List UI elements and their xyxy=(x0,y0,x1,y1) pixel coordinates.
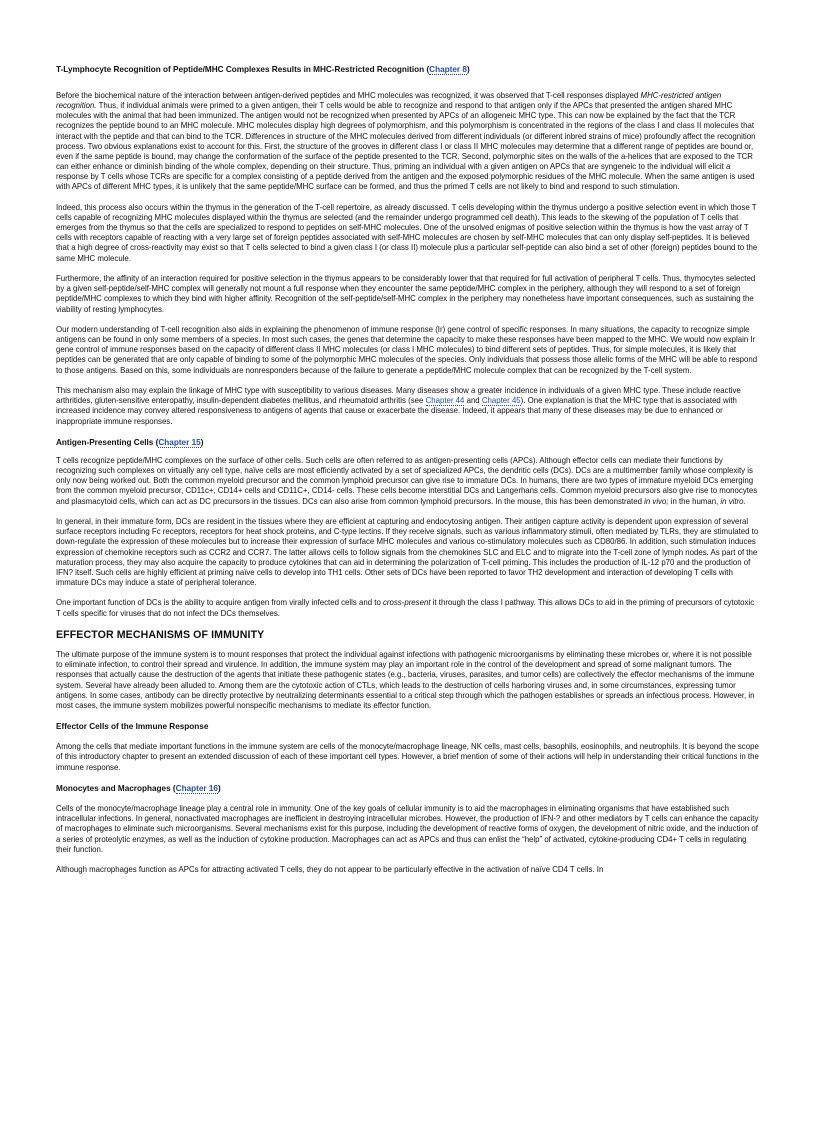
chapter-44-link[interactable]: Chapter 44 xyxy=(425,396,465,406)
paragraph: Indeed, this process also occurs within the thymus in the generation of the T-cell repertoire, as already discussed. T cells developing within the thymus undergo a positive selection event in which those T cells capable of recognizing MHC molecules displayed within the thymus are selected (and the remainder undergo programmed cell death). This leads to the skewing of the population of T cells that emerges from the thymus so that the cells are specialized to respond to peptides on self-MHC molecules. One of the unsolved enigmas of positive selection within the thymus is how the vast array of T cells with receptors capable of reacting with a very large set of foreign peptides associated with self-MHC molecules are chosen by self-MHC molecules that can only display self-peptides. It is believed that a high degree of cross-reactivity may exist so that T cells selected to bind a given class I (or class II) molecule plus a particular self-peptide can also bind a set of other (foreign) peptides bound to the same MHC molecule. xyxy=(56,202,758,263)
paragraph: This mechanism also may explain the linkage of MHC type with susceptibility to various diseases. Many diseases show a greater incidence in individuals of a given MHC type. These include reactive arthritides, gluten-sensitive enteropathy, insulin-dependent diabetes mellitus, and rheumatoid arthritis (see Chapter 44 and Chapter 45). One explanation is that the MHC type that is associated with increased incidence may convey altered responsiveness to antigens of agents that cause or exacerbate the disease. Indeed, it appears that many of these diseases may be due to enhanced or inappropriate immune responses. xyxy=(56,386,741,426)
section-heading-monocytes: Monocytes and Macrophages (Chapter 16) xyxy=(56,784,221,794)
chapter-45-link[interactable]: Chapter 45 xyxy=(481,396,521,406)
paragraph: Furthermore, the affinity of an interaction required for positive selection in the thymus appears to be considerably lower that that required for full activation of peripheral T cells. Thus, thymocytes selected by a given self-peptide/self-MHC complex will generally not mount a full response when they encounter the same peptide/MHC complex in the periphery, although they will respond to a set of foreign peptide/MHC complexes to which they bind with higher affinity. Recognition of the self-peptide/self-MHC complex in the periphery may nonetheless have important consequences, such as sustaining the viability of resting lymphocytes. xyxy=(56,274,756,314)
chapter-15-link[interactable]: Chapter 15 xyxy=(158,438,201,448)
paragraph: Before the biochemical nature of the interaction between antigen-derived peptides and MHC molecules was recognized, it was observed that T-cell responses displayed MHC-restricted antigen recognition. Thus, if individual animals were primed to a given antigen, their T cells would be able to recognize and respond to that antigen only if the APCs that presented the antigen shared MHC molecules with the animal that had been immunized. The antigen would not be recognized when presented by APCs of an allogeneic MHC type. This can now be explained by the fact that the TCR recognizes the peptide bound to an MHC molecule. MHC molecules display high degrees of polymorphism, and this polymorphism is concentrated in the regions of the class I and class II molecules that interact with the peptide and that can bind to the TCR. Differences in structure of the MHC molecules derived from different individuals (or different inbred strains of mice) profoundly affect the recognition process. Two obvious explanations exist to account for this. First, the structure of the grooves in different class I or class II MHC molecules may determine that a different range of peptides are bound or, even if the same peptide is bound, may change the conformation of the surface of the peptide presented to the TCR. Second, polymorphic sites on the walls of the a-helices that are exposed to the TCR can either enhance or diminish binding of the whole complex, depending on their structure. Thus, priming an individual with a given antigen on APCs that are syngeneic to the individual will elicit a response by T cells whose TCRs are specific for a complex consisting of a peptide derived from the antigen and the exposed polymorphic residues of the MHC molecule. When the same antigen is used with APCs of different MHC types, it is unlikely that the same peptide/MHC surface can be formed, and thus the primed T cells are not likely to bind and respond to such stimulation. xyxy=(56,91,756,192)
section-heading-apc: Antigen-Presenting Cells (Chapter 15) xyxy=(56,438,204,448)
chapter-16-link[interactable]: Chapter 16 xyxy=(175,784,218,794)
paragraph: Among the cells that mediate important functions in the immune system are cells of the monocyte/macrophage lineage, NK cells, mast cells, basophils, eosinophils, and neutrophils. It is beyond the scope of this introductory chapter to present an extended discussion of each of these important cell types. However, a brief mention of some of their actions will help in understanding their critical functions in the immune response. xyxy=(56,742,759,772)
paragraph: Our modern understanding of T-cell recognition also aids in explaining the phenomenon of immune response (Ir) gene control of specific responses. In many situations, the capacity to recognize simple antigens can be found in only some members of a species. In most such cases, the genes that determine the capacity to make these responses have been mapped to the MHC. We would now explain Ir gene control of immune responses based on the capacity of different class II MHC molecules (or class I MHC molecules) to bind different sets of peptides. Thus, for simple molecules, it is likely that peptides can be generated that are only capable of binding to some of the polymorphic MHC molecules of the species. Only individuals that possess those allelic forms of the MHC will be able to respond to those antigens. Based on this, some individuals are nonresponders because of the failure to generate a peptide/MHC molecule complex that can be recognized by the T-cell system. xyxy=(56,325,758,375)
paragraph: One important function of DCs is the ability to acquire antigen from virally infected cells and to cross-present it through the class I pathway. This allows DCs to aid in the priming of precursors of cytotoxic T cells specific for viruses that do not infect the DCs themselves. xyxy=(56,598,755,618)
paragraph: The ultimate purpose of the immune system is to mount responses that protect the individual against infections with pathogenic microorganisms by eliminating these microbes or, where it is not possible to eliminate infection, to control their spread and virulence. In addition, the immune system may play an important role in the control of the development and spread of some malignant tumors. The responses that actually cause the destruction of the agents that initiate these pathogenic states (e.g., bacteria, viruses, parasites, and tumor cells) are collectively the effector mechanisms of the immune system. Several have already been alluded to. Among them are the cytotoxic action of CTLs, which leads to the destruction of cells harboring viruses and, in some circumstances, expressing tumor antigens. In some cases, antibody can be directly protective by neutralizing determinants essential to a critical step through which the pathogen establishes or spreads an infectious process. However, in most cases, the immune system mobilizes powerful nonspecific mechanisms to mediate its effector function. xyxy=(56,650,755,710)
document-page xyxy=(56,64,760,886)
paragraph: In general, in their immature form, DCs are resident in the tissues where they are efficient at capturing and endocytosing antigen. Their antigen capture activity is dependent upon expression of several surface receptors including Fc receptors, receptors for heat shock proteins, and C-type lectins. If they receive signals, such as various inflammatory stimuli, often mediated by TLRs, they are stimulated to down-regulate the expression of these molecules but to increase their expression of surface MHC molecules and various co-stimulatory molecules such as CD80/86. In addition, such stimulation induces expression of chemokine receptors such as CCR2 and CCR7. The latter allows cells to follow signals from the chemokines SLC and ELC and to migrate into the T-cell zone of lymph nodes. As part of the maturation process, they may also acquire the capacity to produce cytokines that can aid in determining the polarization of T-cell priming. This includes the production of IL-12 p70 and the production of IFN? itself. Such cells are highly efficient at priming naïve cells to develop into TH1 cells. Other sets of DCs have been reported to favor TH2 development and interaction of developing T cells with immature DCs may induce a state of peripheral tolerance. xyxy=(56,517,759,588)
section-heading-mhc-restricted: T-Lymphocyte Recognition of Peptide/MHC Complexes Results in MHC-Restricted Recognition (Chapter 8) xyxy=(56,65,470,74)
paragraph: T cells recognize peptide/MHC complexes on the surface of other cells. Such cells are often referred to as antigen-presenting cells (APCs). Although effector cells can mediate their functions by recognizing such complexes on virtually any cell type, naïve cells are most efficiently activated by a set of specialized APCs, the dendritic cells (DCs). DCs are a multimember family whose complexity is only now being worked out. Both the common myeloid precursor and the common lymphoid precursor can give rise to immature DCs. In humans, there are two types of immature myeloid DCs emerging from the common myeloid precursor, CD11c+, CD14+ cells and CD11C+, CD14- cells. These cells become interstitial DCs and Langerhans cells. Common myeloid precursors also give rise to monocytes and plasmacytoid cells, which can act as DC precursors in the tissues. DCs can also arise from common lymphoid precursors. In the mouse, this has been demonstrated in vivo; in the human, in vitro. xyxy=(56,456,758,506)
chapter-8-link[interactable]: Chapter 8 xyxy=(429,65,467,74)
paragraph: Although macrophages function as APCs for attracting activated T cells, they do not appear to be particularly effective in the activation of naïve CD4 T cells. In xyxy=(56,865,604,875)
paragraph: Cells of the monocyte/macrophage lineage play a central role in immunity. One of the key goals of cellular immunity is to aid the macrophages in eliminating organisms that have established such intracellular infections. In general, nonactivated macrophages are inefficient in destroying intracellular microbes. However, the production of IFN-? and other mediators by T cells can enhance the capacity of macrophages to eliminate such microorganisms. Several mechanisms exist for this purpose, including the development of reactive forms of oxygen, the development of nitric oxide, and the induction of a series of proteolytic enzymes, as well as the induction of cytokine production. Macrophages can act as APCs and thus can enlist the “help” of activated, cytokine-producing CD4+ T cells in regulating their function. xyxy=(56,804,759,854)
section-heading-effector-mechanisms: EFFECTOR MECHANISMS OF IMMUNITY xyxy=(56,629,265,642)
section-heading-effector-cells: Effector Cells of the Immune Response xyxy=(56,722,209,732)
